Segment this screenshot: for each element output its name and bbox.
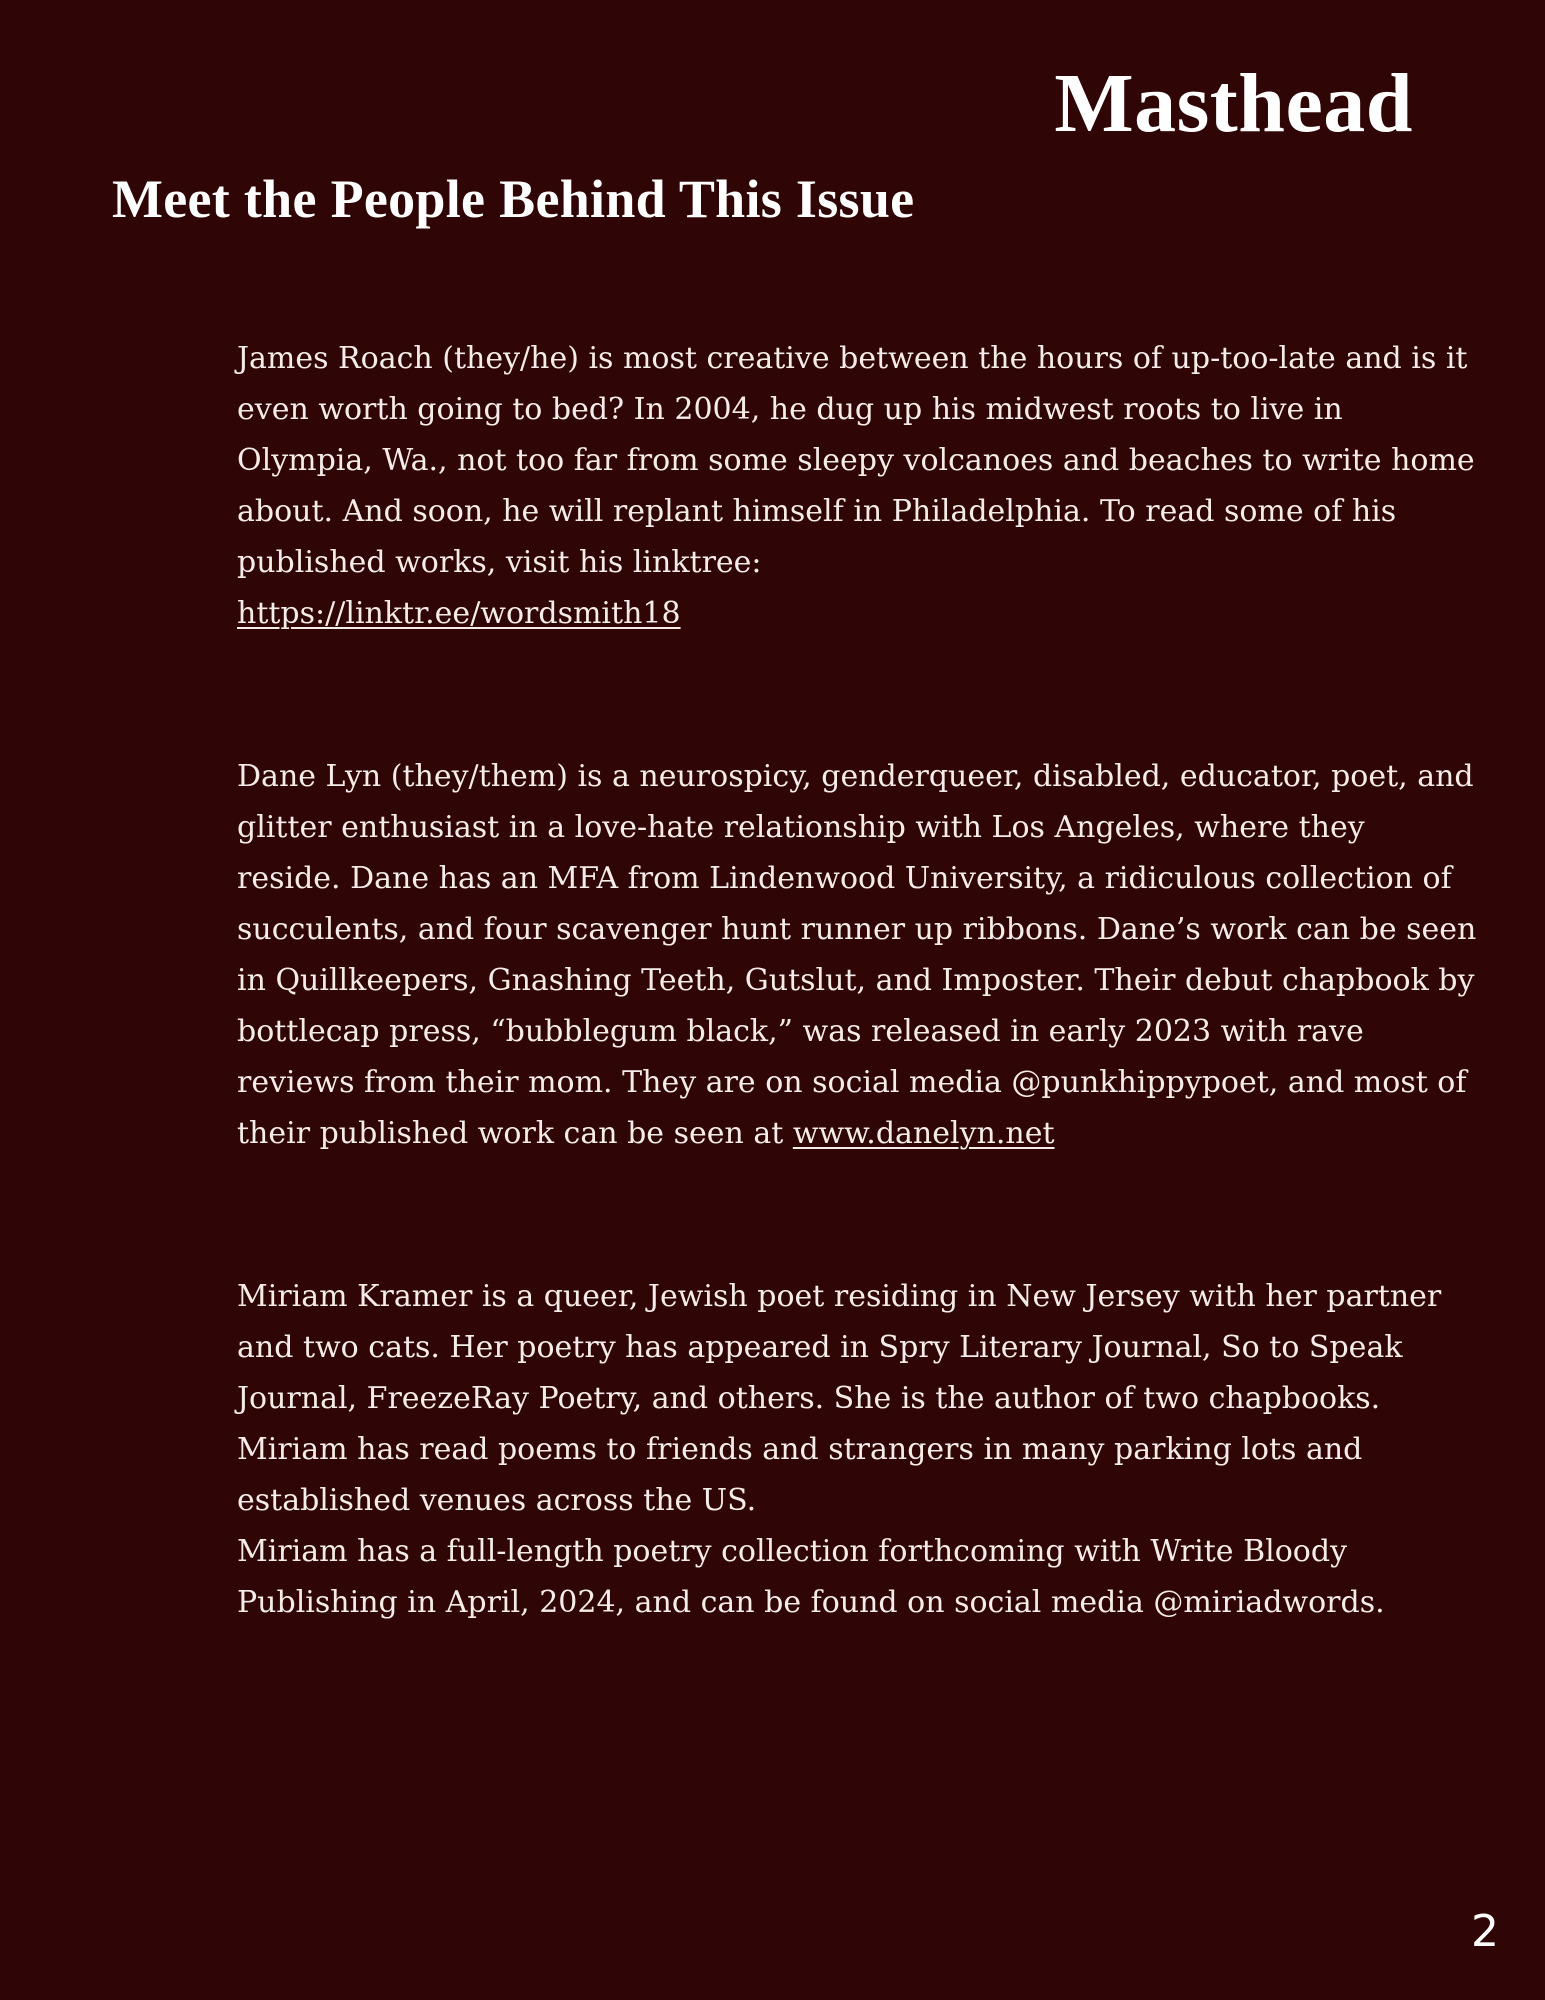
masthead-title: Masthead: [1054, 57, 1413, 150]
bio-miriam-kramer: [237, 1271, 1477, 1628]
bio-dane-lyn: [237, 751, 1477, 1159]
page-subtitle: Meet the People Behind This Issue: [112, 169, 915, 229]
contributor-bios: [237, 333, 1477, 1740]
linktree-link[interactable]: https://linktr.ee/wordsmith18: [237, 596, 681, 631]
bio-text-continued: Miriam has a full-length poetry collection forthcoming with Write Bloody Publishing in April, 2024, and can be found on social media @miriadwords.: [237, 1534, 1385, 1620]
page-number: 2: [1471, 1906, 1499, 1957]
bio-james-roach: [237, 333, 1477, 639]
bio-text: Miriam Kramer is a queer, Jewish poet residing in New Jersey with her partner and two cats. Her poetry has appeared in Spry Literary Journal, So to Speak Journal, FreezeRay Poetry, and others. She is the author of two chapbooks. Miriam has read poems to friends and strangers in many parking lots and established venues across the US.: [237, 1279, 1442, 1518]
bio-text: Dane Lyn (they/them) is a neurospicy, genderqueer, disabled, educator, poet, and glitter enthusiast in a love-hate relationship with Los Angeles, where they reside. Dane has an MFA from Lindenwood University, a ridiculous collection of succulents, and four scavenger hunt runner up ribbons. Dane’s work can be seen in Quillkeepers, Gnashing Teeth, Gutslut, and Imposter. Their debut chapbook by bottlecap press, “bubblegum black,” was released in early 2023 with rave reviews from their mom. They are on social media @punkhippypoet, and most of their published work can be seen at: [237, 759, 1477, 1151]
bio-text: James Roach (they/he) is most creative between the hours of up-too-late and is it even worth going to bed? In 2004, he dug up his midwest roots to live in Olympia, Wa., not too far from some sleepy volcanoes and beaches to write home about. And soon, he will replant himself in Philadelphia. To read some of his published works, visit his linktree:: [237, 341, 1475, 580]
website-link[interactable]: www.danelyn.net: [792, 1116, 1055, 1151]
